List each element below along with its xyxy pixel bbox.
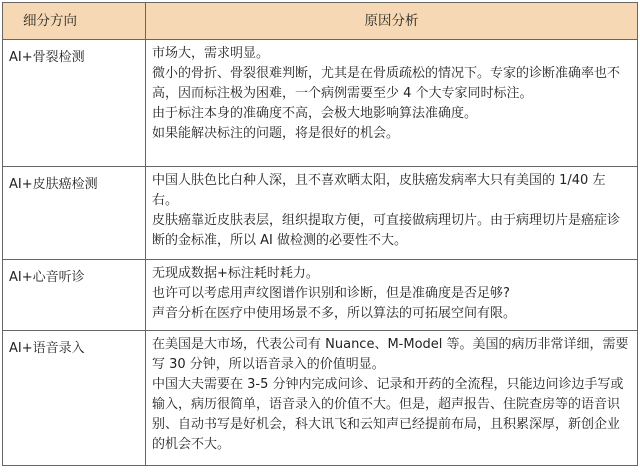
reason-paragraph: 市场大，需求明显。 [152,46,270,61]
table-row [3,330,637,465]
direction-cell: AI+骨裂检测 [3,40,146,166]
table-row [3,259,637,330]
header-direction: 细分方向 [3,3,146,39]
direction-cell: AI+语音录入 [3,331,146,465]
reason-paragraph: 微小的骨折、骨裂很难判断，尤其是在骨质疏松的情况下。专家的诊断准确率也不高，因而标注极为困难，一个病例需要至少 4 个大专家同时标注。 [152,66,621,101]
direction-cell: AI+心音听诊 [3,260,146,330]
analysis-table [2,2,638,466]
reason-paragraph: 在美国是大市场，代表公司有 Nuance、M-Model 等。美国的病历非常详细，需要写 30 分钟，所以语音录入的价值明显。 [152,337,629,372]
table-row [3,166,637,259]
reason-cell [146,167,637,259]
reason-paragraph: 也许可以考虑用声纹图谱作识别和诊断，但是准确度是否足够? [152,286,510,301]
reason-cell [146,260,637,330]
reason-cell [146,331,637,465]
reason-paragraph: 中国大夫需要在 3-5 分钟内完成问诊、记录和开药的全流程，只能边问诊边手写或输入，病历很简单，语音录入的价值不大。但是，超声报告、住院查房等的语音识别、自动书写是好机会，科大讯飞和云知声已经提前布局，且积累深厚，新创企业的机会不大。 [152,377,624,452]
header-reason: 原因分析 [364,13,419,29]
reason-paragraph: 无现成数据+标注耗时耗力。 [152,266,319,281]
reason-paragraph: 由于标注本身的准确度不高，会极大地影响算法准确度。 [152,106,478,121]
reason-paragraph: 声音分析在医疗中使用场景不多，所以算法的可拓展空间有限。 [152,306,517,321]
table-row [3,39,637,166]
reason-paragraph: 如果能解决标注的问题，将是很好的机会。 [152,126,400,141]
reason-paragraph: 皮肤癌靠近皮肤表层，组织提取方便，可直接做病理切片。由于病理切片是癌症诊断的金标准，所以 AI 做检测的必要性不大。 [152,213,621,248]
reason-paragraph: 中国人肤色比白种人深，且不喜欢晒太阳，皮肤癌发病率大只有美国的 1/40 左右。 [152,173,606,208]
reason-cell [146,40,637,166]
direction-cell: AI+皮肤癌检测 [3,167,146,259]
table-header-row [3,3,637,39]
